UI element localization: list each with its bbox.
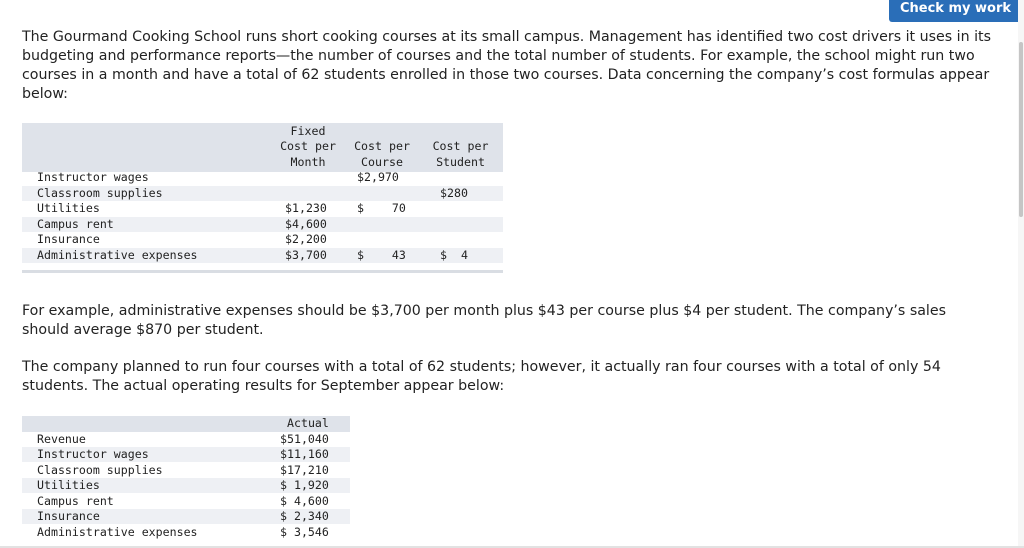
cell-student: $280: [440, 186, 468, 200]
header-fixed-line3: Month: [290, 155, 326, 169]
example-paragraph: For example, administrative expenses should be $3,700 per month plus $43 per course plus $4 per student. The company’s sales should average $870 per student.: [22, 303, 946, 338]
header-course-line1: Cost per: [354, 139, 410, 153]
row-label: Classroom supplies: [37, 186, 163, 200]
cell-fixed: $1,230: [285, 201, 327, 215]
cell-course: $ 43: [357, 248, 406, 262]
row-label: Utilities: [37, 201, 100, 215]
row-label: Insurance: [37, 232, 100, 246]
row-label: Utilities: [37, 478, 100, 492]
cell-actual: $ 1,920: [280, 478, 329, 492]
cell-actual: $51,040: [280, 432, 329, 446]
header-fixed-line1: Fixed: [290, 124, 326, 138]
cell-actual: $ 4,600: [280, 494, 329, 508]
row-label: Instructor wages: [37, 447, 149, 461]
cell-fixed: $4,600: [285, 217, 327, 231]
check-my-work-button[interactable]: Check my work: [889, 0, 1022, 22]
row-label: Campus rent: [37, 217, 114, 231]
cell-fixed: $3,700: [285, 248, 327, 262]
row-label: Insurance: [37, 509, 100, 523]
header-student-line2: Student: [436, 155, 485, 169]
cell-actual: $17,210: [280, 463, 329, 477]
header-fixed-line2: Cost per: [280, 139, 336, 153]
cell-actual: $ 2,340: [280, 509, 329, 523]
row-label: Classroom supplies: [37, 463, 163, 477]
header-actual: Actual: [287, 416, 329, 430]
intro-paragraph: The Gourmand Cooking School runs short cooking courses at its small campus. Management has identified two cost drivers it uses in its budgeting and performance reports—the number of courses and the total number of students. For example, the school might run two courses in a month and have a total of 62 students enrolled in those two courses. Data concerning the company’s cost formulas appear below:: [22, 29, 991, 102]
cell-course: $2,970: [357, 170, 399, 184]
cell-student: $ 4: [440, 248, 468, 262]
row-label: Revenue: [37, 432, 86, 446]
table-divider: [22, 270, 503, 273]
scrollbar-thumb[interactable]: [1019, 42, 1023, 217]
row-label: Administrative expenses: [37, 525, 198, 539]
cell-fixed: $2,200: [285, 232, 327, 246]
planned-paragraph: The company planned to run four courses with a total of 62 students; however, it actually ran four courses with a total of only 54 students. The actual operating results for September appear below:: [22, 359, 941, 394]
vertical-scrollbar[interactable]: [1018, 0, 1024, 548]
row-label: Administrative expenses: [37, 248, 198, 262]
row-label: Instructor wages: [37, 170, 149, 184]
header-student-line1: Cost per: [432, 139, 489, 153]
cell-course: $ 70: [357, 201, 406, 215]
cell-actual: $11,160: [280, 447, 329, 461]
cell-actual: $ 3,546: [280, 525, 329, 539]
row-label: Campus rent: [37, 494, 114, 508]
header-course-line2: Course: [361, 155, 403, 169]
